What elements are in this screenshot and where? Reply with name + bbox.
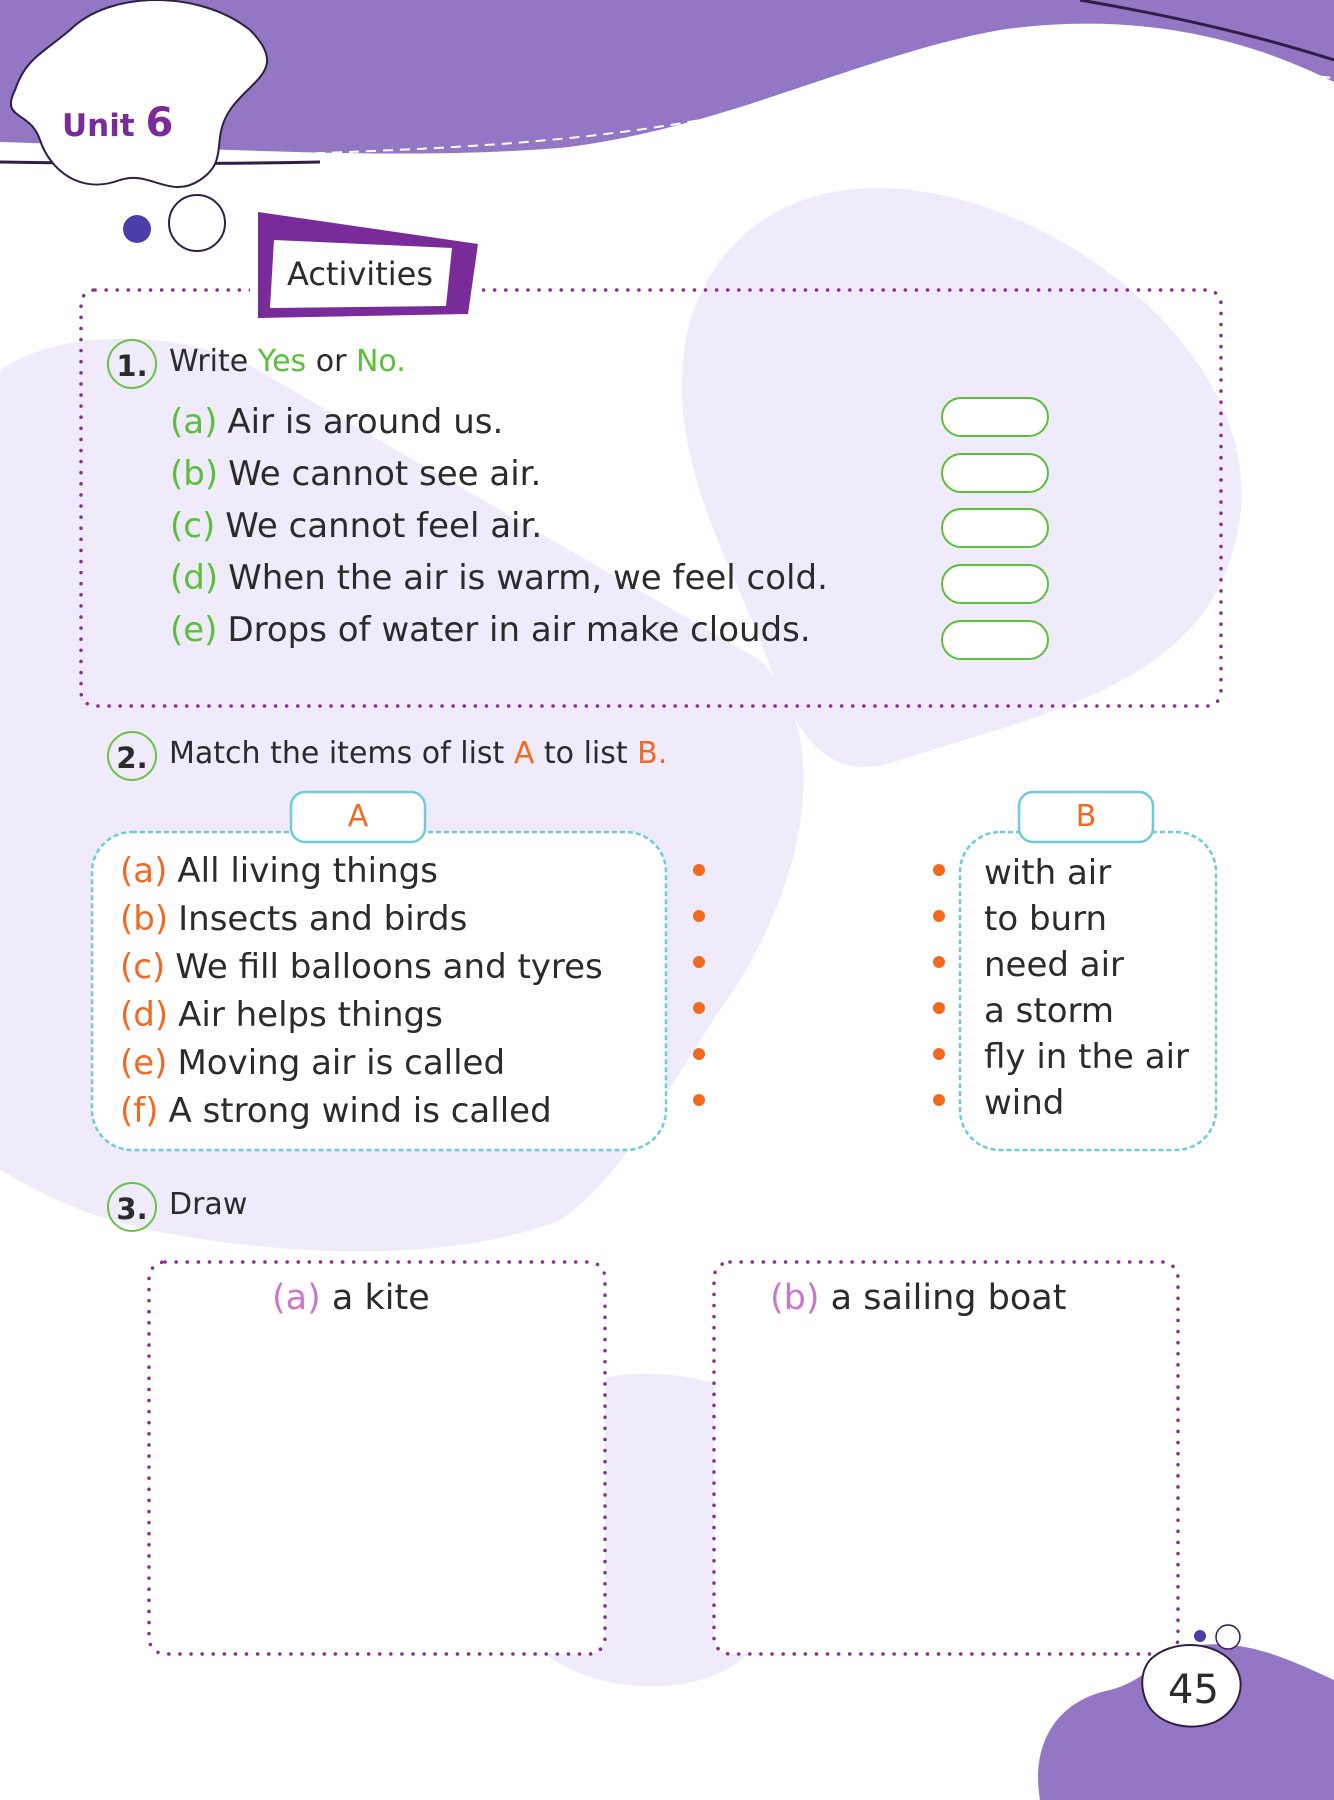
q1-instruction	[169, 344, 406, 379]
list-a-text: Air helps things	[178, 995, 443, 1035]
q1-item-text: Drops of water in air make clouds.	[227, 610, 811, 650]
draw-letter: (a)	[272, 1278, 321, 1318]
list-b-item: wind	[984, 1083, 1065, 1123]
list-a-header: A	[347, 799, 369, 834]
q1-item-b	[170, 454, 541, 494]
dot-b-1	[933, 864, 945, 876]
list-a-letter: (e)	[120, 1043, 168, 1083]
answer-box-a[interactable]	[941, 397, 1049, 437]
activities-title: Activities	[287, 255, 433, 293]
dot-b-4	[933, 1002, 945, 1014]
list-a-item-a	[120, 851, 438, 891]
list-a-text: A strong wind is called	[168, 1091, 552, 1131]
draw-letter: (b)	[770, 1278, 820, 1318]
dot-b-3	[933, 956, 945, 968]
list-b-item: need air	[984, 945, 1125, 985]
list-a-letter: (c)	[120, 947, 166, 987]
q1-item-letter: (e)	[170, 610, 218, 650]
list-a-text: All living things	[177, 851, 438, 891]
dot-b-5	[933, 1048, 945, 1060]
list-b-item: fly in the air	[984, 1037, 1190, 1077]
bubble-dot	[123, 215, 151, 243]
q1-item-letter: (a)	[170, 402, 218, 442]
q3-number: 3.	[107, 1182, 157, 1232]
match-dots-b	[933, 864, 945, 1106]
list-a-letter: (a)	[120, 851, 168, 891]
page-ring	[1216, 1625, 1240, 1649]
q1-item-letter: (d)	[170, 558, 219, 598]
list-b-header: B	[1075, 799, 1097, 834]
list-a-item-b	[120, 899, 467, 939]
list-a-text: Moving air is called	[177, 1043, 506, 1083]
dot-b-6	[933, 1094, 945, 1106]
answer-box-e[interactable]	[941, 620, 1049, 660]
draw-text: a kite	[331, 1278, 430, 1318]
list-a-item-f	[120, 1091, 552, 1131]
q1-item-text: When the air is warm, we feel cold.	[228, 558, 828, 598]
list-a-text: Insects and birds	[178, 899, 468, 939]
q1-item-e	[170, 610, 811, 650]
dot-a-6	[693, 1094, 705, 1106]
page-dot	[1194, 1630, 1206, 1642]
list-b-item: to burn	[984, 899, 1108, 939]
bubble-ring	[169, 195, 225, 251]
unit-number: 6	[145, 100, 174, 146]
q2-list-b-ref: B.	[637, 736, 668, 771]
dot-a-2	[693, 910, 705, 922]
answer-box-b[interactable]	[941, 453, 1049, 493]
q2-instruction	[169, 736, 667, 771]
q1-prefix: Write	[169, 344, 258, 379]
list-a-item-e	[120, 1043, 505, 1083]
unit-label	[62, 100, 173, 146]
q1-item-text: We cannot see air.	[228, 454, 542, 494]
q2-number: 2.	[107, 731, 157, 781]
list-b-item: with air	[984, 853, 1112, 893]
list-a-letter: (b)	[120, 899, 169, 939]
q2-prefix: Match the items of list	[169, 736, 514, 771]
q1-item-letter: (b)	[170, 454, 219, 494]
dot-a-3	[693, 956, 705, 968]
q1-or: or	[306, 344, 356, 379]
q1-number: 1.	[107, 339, 157, 389]
dot-a-4	[693, 1002, 705, 1014]
q1-item-text: We cannot feel air.	[225, 506, 543, 546]
q1-item-a	[170, 402, 503, 442]
drawing-area-boat[interactable]	[722, 1318, 1170, 1644]
draw-text: a sailing boat	[830, 1278, 1067, 1318]
q2-mid: to list	[534, 736, 638, 771]
list-a-item-d	[120, 995, 443, 1035]
answer-box-c[interactable]	[941, 508, 1049, 548]
list-a-text: We fill balloons and tyres	[175, 947, 603, 987]
list-b-item: a storm	[984, 991, 1114, 1031]
dot-b-2	[933, 910, 945, 922]
q1-item-text: Air is around us.	[227, 402, 504, 442]
list-a-item-c	[120, 947, 603, 987]
q1-no: No.	[355, 344, 406, 379]
q2-list-a-ref: A	[513, 736, 535, 771]
q1-item-letter: (c)	[170, 506, 216, 546]
unit-word: Unit	[62, 108, 135, 144]
q1-item-c	[170, 506, 542, 546]
draw-title-boat	[770, 1278, 1066, 1318]
draw-title-kite	[272, 1278, 430, 1318]
dot-a-5	[693, 1048, 705, 1060]
drawing-area-kite[interactable]	[156, 1318, 596, 1644]
dot-a-1	[693, 864, 705, 876]
q1-item-d	[170, 558, 828, 598]
page-number: 45	[1168, 1667, 1219, 1713]
q1-yes: Yes	[257, 344, 307, 379]
answer-box-d[interactable]	[941, 564, 1049, 604]
list-a-letter: (d)	[120, 995, 169, 1035]
list-a-letter: (f)	[120, 1091, 159, 1131]
q3-instruction: Draw	[169, 1187, 248, 1222]
